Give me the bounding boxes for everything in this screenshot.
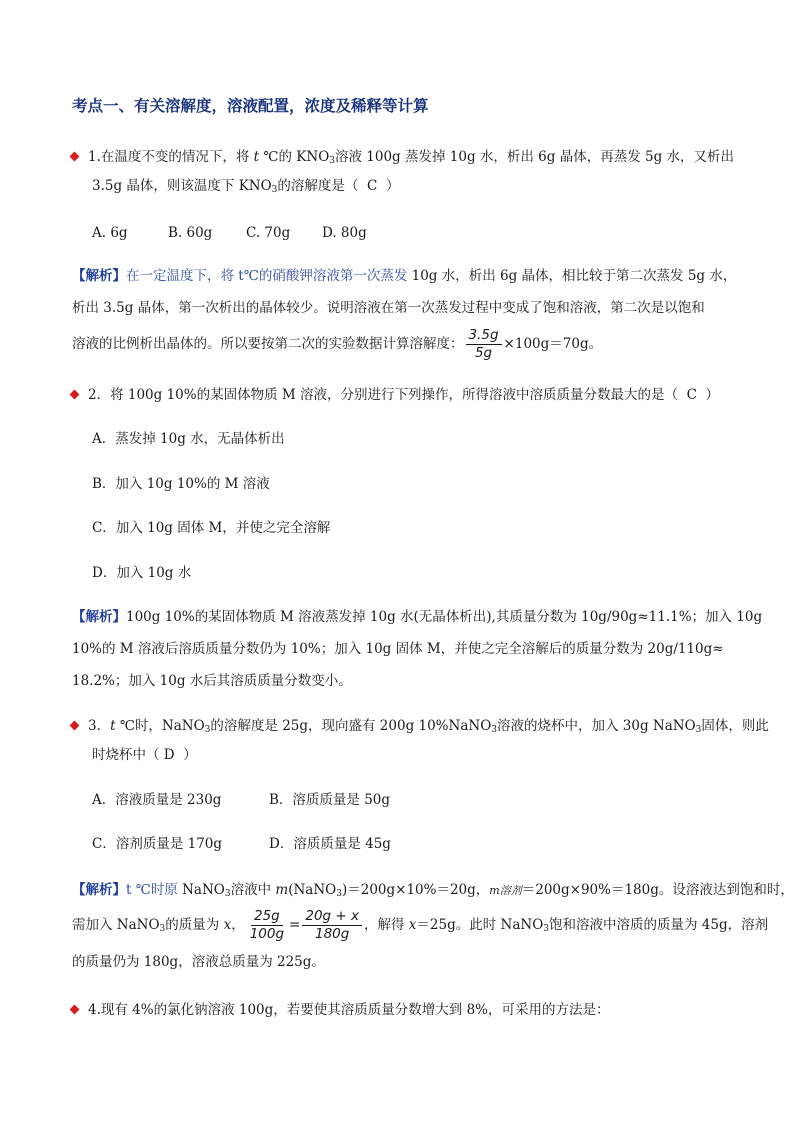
diamond-bullet-icon [70,390,80,400]
diamond-bullet-icon [70,152,80,162]
option-b: B．加入 10g 10%的 M 溶液 [92,476,270,492]
question-2-stem: 2．将 100g 10%的某固体物质 M 溶液，分别进行下列操作，所得溶液中溶质质量分数最大的是（ C ） [88,387,720,403]
option-d: D. 80g [322,225,367,241]
fraction: $\frac{25g}{100g}$ [249,908,285,942]
analysis-3-line-3: 的质量仍为 180g，溶液总质量为 225g。 [72,954,325,970]
option-c: C．加入 10g 固体 M，并使之完全溶解 [92,520,331,536]
question-1-line-1: 1.在温度不变的情况下，将 t ℃的 $KNO_3$溶液 100g 蒸发掉 10g 水，析出 6g 晶体，再蒸发 5g 水，又析出 [88,149,735,166]
analysis-tag: 【解析】 [72,609,126,625]
option-a: A．蒸发掉 10g 水，无晶体析出 [92,431,285,447]
analysis-tag: 【解析】 [72,268,126,284]
fraction: $\frac{20g + x}{180g}$ [302,908,362,943]
analysis-tag: 【解析】 [72,882,126,898]
question-3-line-1: 3．t ℃时，NaNO$_3$的溶解度是 25g，现向盛有 200g 10%NaNO$_3$溶液的烧杯中，加入 30g NaNO$_3$固体，则此 [88,718,769,735]
option-d: D．加入 10g 水 [92,565,192,581]
answer-q3: D [163,747,175,763]
option-b: B．溶质质量是 50g [269,792,391,808]
analysis-2-line-3: 18.2%；加入 10g 水后其溶质质量分数变小。 [72,673,352,689]
option-b: B. 60g [168,225,213,241]
option-d: D．溶质质量是 45g [269,836,391,852]
analysis-3-line-2: 需加入 NaNO$_3$的质量为 x， $\frac{25g}{100g}$ = $\frac{20g + x}{180g}$ ，解得 x＝25g。此时 NaNO$_3$饱和溶液中溶质的质量为 45g，溶剂 [72,908,769,942]
question-1-line-2: 3.5g 晶体，则该温度下 $KNO_3$的溶解度是（ C ） [92,178,400,195]
analysis-1-line-3: 溶液的比例析出晶体的。所以要按第二次的实验数据计算溶解度： $\frac{3.5g}{5g}$ ×100g＝70g。 [72,327,603,361]
analysis-3-line-1: 【解析】t ℃时原 NaNO$_3$溶液中 m(NaNO$_3$)＝200g×10%＝20g，m溶剂＝200g×90%＝180g。设溶液达到饱和时， [72,882,794,899]
analysis-1-line-2: 析出 3.5g 晶体，第一次析出的晶体较少。说明溶液在第一次蒸发过程中变成了饱和溶液，第二次是以饱和 [72,300,705,316]
section-heading: 考点一、有关溶解度，溶液配置，浓度及稀释等计算 [72,97,429,115]
analysis-2-line-2: 10%的 M 溶液后溶质质量分数仍为 10%；加入 10g 固体 M，并使之完全溶解后的质量分数为 20g/110g≈ [72,641,724,657]
option-a: A. 6g [92,225,128,241]
fraction: $\frac{3.5g}{5g}$ [466,327,502,362]
answer-q2: C [686,387,697,403]
question-3-line-2: 时烧杯中（ D ） [92,747,197,763]
diamond-bullet-icon [70,1005,80,1015]
option-a: A．溶液质量是 230g [92,792,222,808]
diamond-bullet-icon [70,721,80,731]
analysis-1-line-1: 【解析】在一定温度下，将 t℃的硝酸钾溶液第一次蒸发 10g 水，析出 6g 晶体，相比较于第二次蒸发 5g 水， [72,268,737,284]
question-4-stem: 4.现有 4%的氯化钠溶液 100g，若要使其溶质质量分数增大到 8%，可采用的方法是： [88,1002,610,1018]
option-c: C．溶剂质量是 170g [92,836,223,852]
answer-q1: C [367,178,378,194]
analysis-2-line-1: 【解析】100g 10%的某固体物质 M 溶液蒸发掉 10g 水(无晶体析出),其质量分数为 10g/90g≈11.1%；加入 10g [72,609,763,625]
option-c: C. 70g [246,225,291,241]
